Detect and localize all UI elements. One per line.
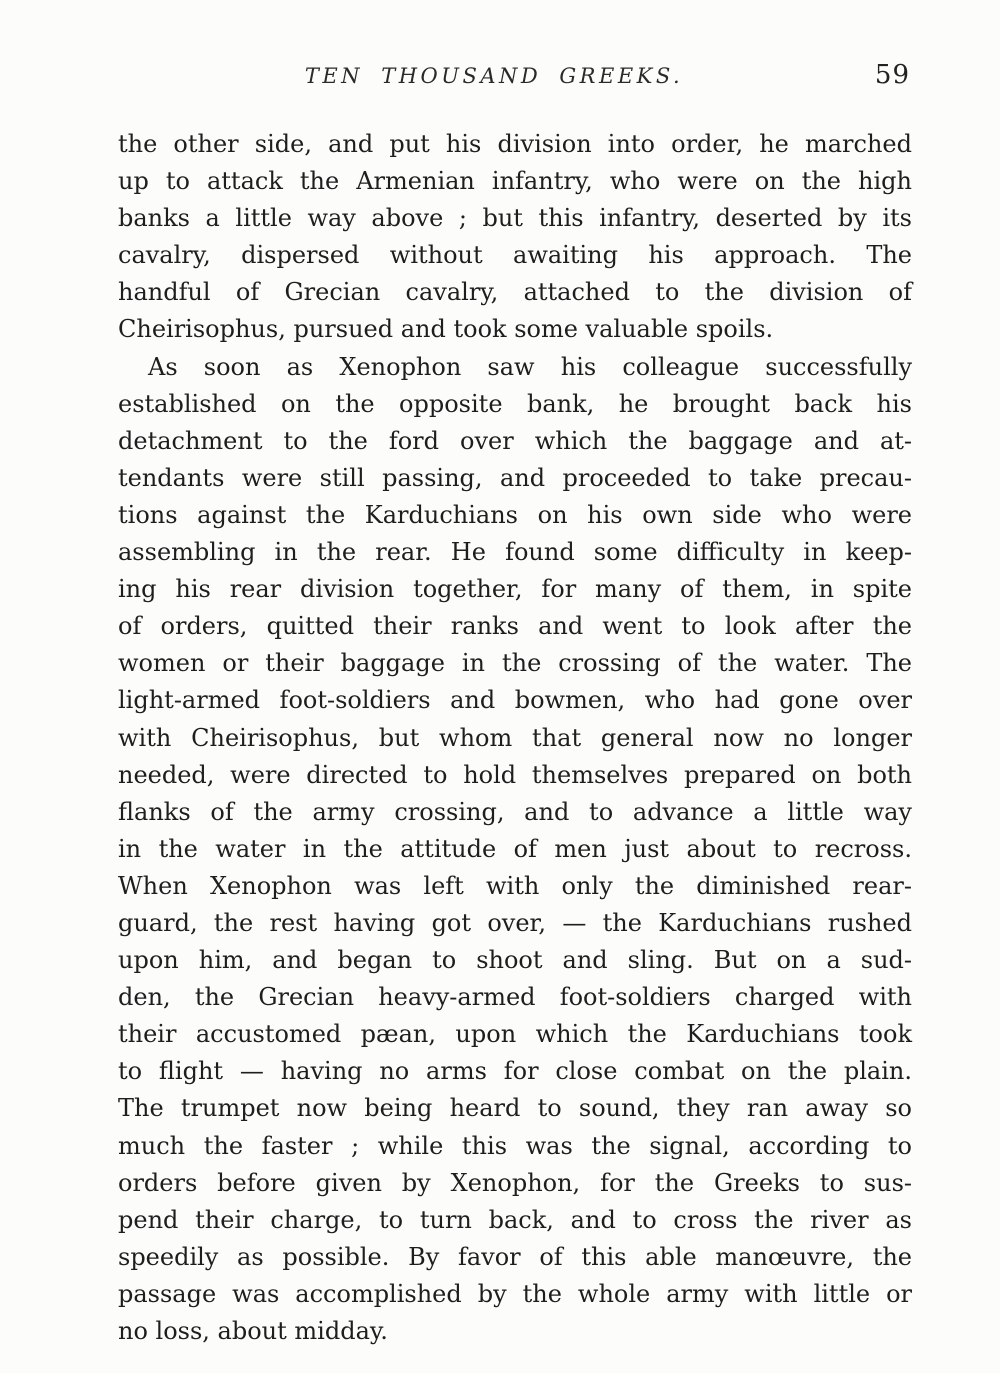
text-line: women or their baggage in the crossing of the water. The xyxy=(118,649,912,678)
text-line: tendants were still passing, and proceeded to take precau- xyxy=(118,463,912,492)
text-line: passage was accomplished by the whole army with little or xyxy=(118,1279,912,1308)
text-line: banks a little way above ; but this infantry, deserted by its xyxy=(118,204,912,233)
text-line: assembling in the rear. He found some difficulty in keep- xyxy=(118,538,912,567)
text-line: The trumpet now being heard to sound, they ran away so xyxy=(118,1094,912,1123)
text-line: flanks of the army crossing, and to advance a little way xyxy=(118,797,912,826)
page-number: 59 xyxy=(874,60,910,90)
text-line: no loss, about midday. xyxy=(118,1317,388,1345)
running-title: TEN THOUSAND GREEKS. xyxy=(304,64,684,88)
text-line: orders before given by Xenophon, for the Greeks to sus- xyxy=(118,1168,912,1197)
paragraph xyxy=(118,126,912,349)
text-line: with Cheirisophus, but whom that general now no longer xyxy=(118,723,912,752)
text-line: established on the opposite bank, he brought back his xyxy=(118,389,912,418)
text-line: guard, the rest having got over, — the Karduchians rushed xyxy=(118,908,912,937)
text-line: ing his rear division together, for many of them, in spite xyxy=(118,575,912,604)
text-line: in the water in the attitude of men just about to recross. xyxy=(118,834,912,863)
text-line: handful of Grecian cavalry, attached to the division of xyxy=(118,278,912,307)
text-line: Cheirisophus, pursued and took some valuable spoils. xyxy=(118,315,774,344)
text-line: needed, were directed to hold themselves prepared on both xyxy=(118,760,912,789)
text-line: the other side, and put his division into order, he marched xyxy=(118,130,912,158)
text-line: As soon as Xenophon saw his colleague successfully xyxy=(148,352,912,381)
text-line: light-armed foot-soldiers and bowmen, who had gone over xyxy=(118,686,912,715)
page-header xyxy=(118,60,910,98)
text-line: When Xenophon was left with only the diminished rear- xyxy=(118,871,912,900)
text-line: much the faster ; while this was the signal, according to xyxy=(118,1131,912,1160)
paragraph xyxy=(118,349,912,1351)
page-body xyxy=(118,126,912,1350)
text-line: speedily as possible. By favor of this able manœuvre, the xyxy=(118,1242,912,1271)
text-line: of orders, quitted their ranks and went to look after the xyxy=(118,612,912,641)
text-line: den, the Grecian heavy-armed foot-soldiers charged with xyxy=(118,983,912,1012)
text-line: their accustomed pæan, upon which the Karduchians took xyxy=(118,1020,912,1049)
text-line: pend their charge, to turn back, and to cross the river as xyxy=(118,1205,912,1234)
text-line: detachment to the ford over which the baggage and at- xyxy=(118,426,912,455)
text-line: cavalry, dispersed without awaiting his approach. The xyxy=(118,241,912,270)
text-line: upon him, and began to shoot and sling. But on a sud- xyxy=(118,946,912,975)
text-line: to flight — having no arms for close combat on the plain. xyxy=(118,1057,912,1086)
text-line: up to attack the Armenian infantry, who were on the high xyxy=(118,167,912,196)
text-line: tions against the Karduchians on his own side who were xyxy=(118,500,912,529)
